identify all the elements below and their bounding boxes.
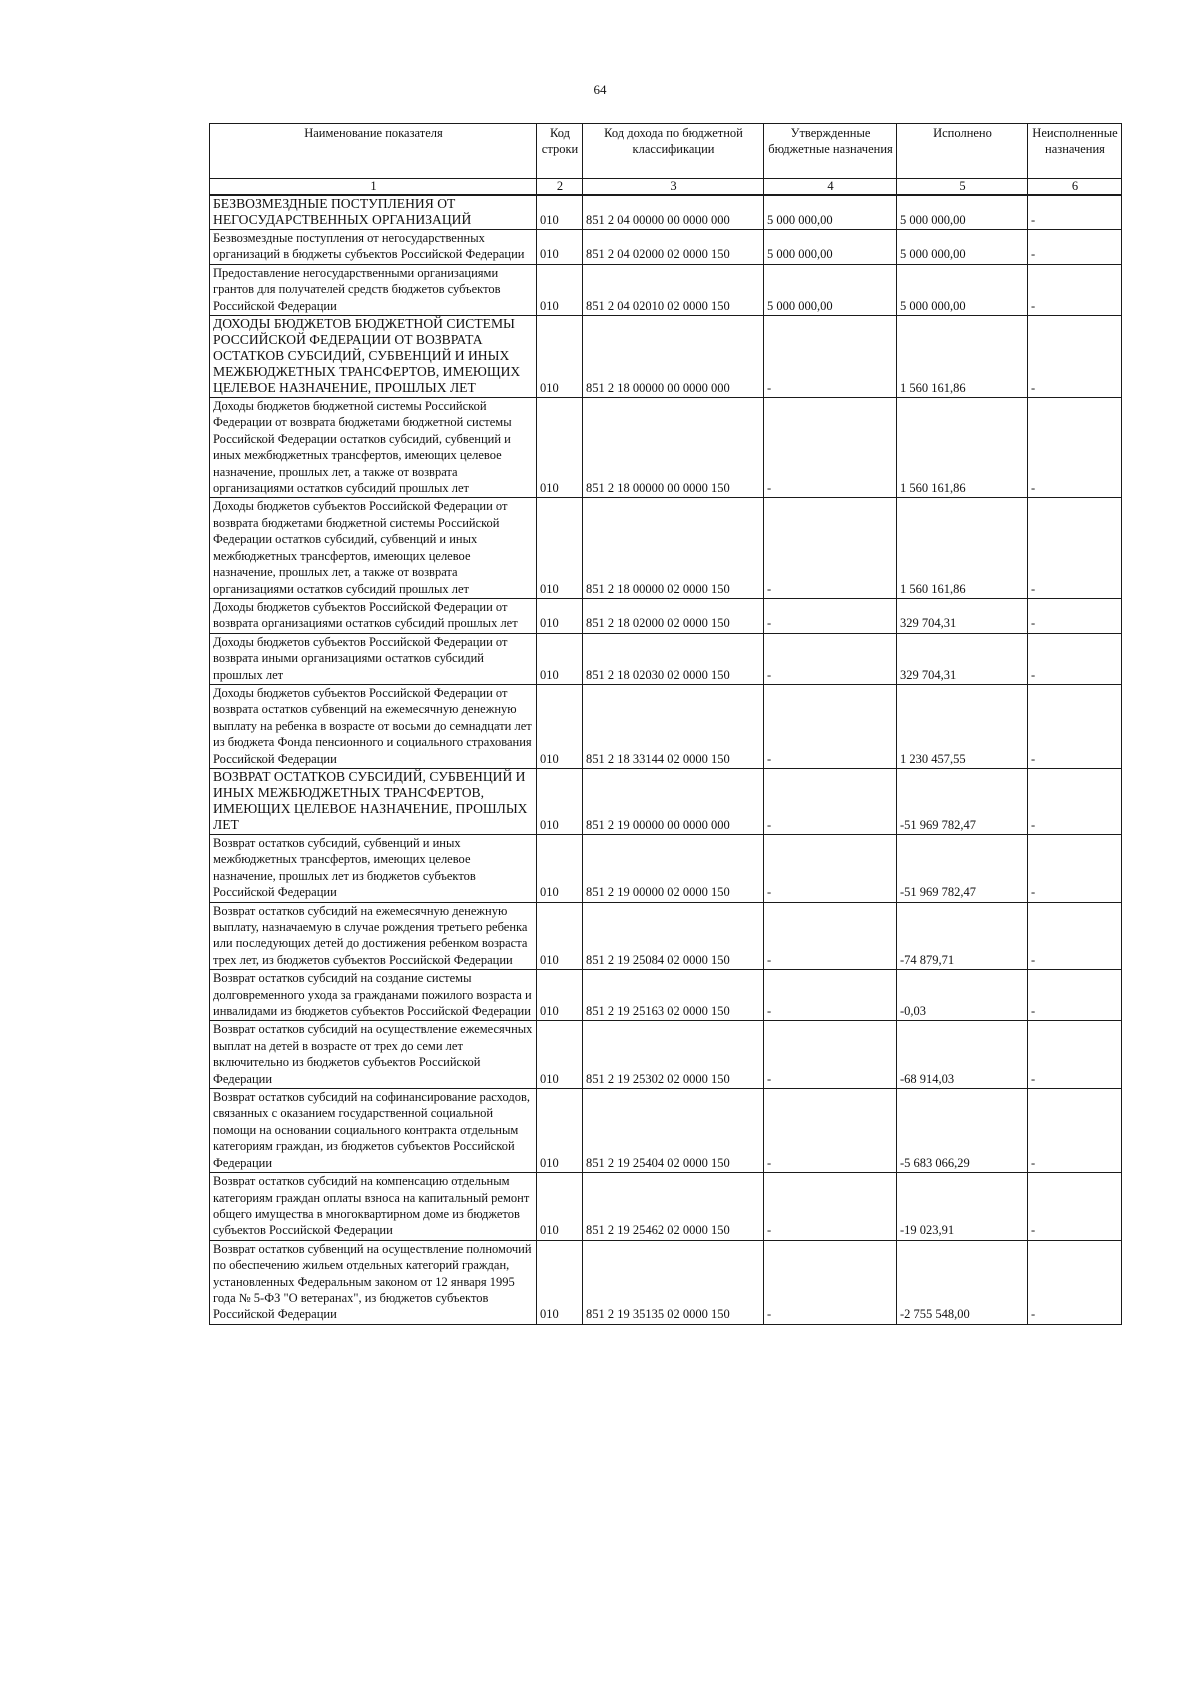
row-name: Возврат остатков субсидий на ежемесячную денежную выплату, назначаемую в случае рождения третьего ребенка или последующих детей до достижения ребенком возраста трех лет, из бюджетов субъектов Российской Федерации [210,902,537,970]
row-approved: - [764,498,897,598]
row-code: 010 [537,398,583,498]
row-classification: 851 2 04 02000 02 0000 150 [583,230,764,265]
row-classification: 851 2 18 00000 02 0000 150 [583,498,764,598]
row-name: Доходы бюджетов субъектов Российской Федерации от возврата остатков субвенций на ежемесячную денежную выплату на ребенка в возрасте от восьми до семнадцати лет из бюджета Фонда пенсионного и социального страхования Российской Федерации [210,684,537,768]
row-name: Доходы бюджетов субъектов Российской Федерации от возврата бюджетами бюджетной системы Российской Федерации остатков субсидий, субвенций и иных межбюджетных трансфертов, имеющих целевое назначение, прошлых лет, а также от возврата организациями остатков субсидий прошлых лет [210,498,537,598]
row-approved: 5 000 000,00 [764,230,897,265]
row-approved: - [764,1240,897,1324]
row-unexecuted: - [1028,316,1122,398]
row-approved: - [764,633,897,684]
row-classification: 851 2 18 00000 00 0000 150 [583,398,764,498]
row-classification: 851 2 19 25163 02 0000 150 [583,970,764,1021]
row-classification: 851 2 18 00000 00 0000 000 [583,316,764,398]
row-executed: 1 560 161,86 [897,316,1028,398]
row-approved: - [764,834,897,902]
row-classification: 851 2 19 25404 02 0000 150 [583,1089,764,1173]
row-unexecuted: - [1028,1240,1122,1324]
table-row [210,902,1122,970]
table-row [210,633,1122,684]
row-code: 010 [537,498,583,598]
row-unexecuted: - [1028,1021,1122,1089]
table-row [210,498,1122,598]
row-name: ДОХОДЫ БЮДЖЕТОВ БЮДЖЕТНОЙ СИСТЕМЫ РОССИЙСКОЙ ФЕДЕРАЦИИ ОТ ВОЗВРАТА ОСТАТКОВ СУБСИДИЙ, СУБВЕНЦИЙ И ИНЫХ МЕЖБЮДЖЕТНЫХ ТРАНСФЕРТОВ, ИМЕЮЩИХ ЦЕЛЕВОЕ НАЗНАЧЕНИЕ, ПРОШЛЫХ ЛЕТ [210,316,537,398]
row-approved: - [764,970,897,1021]
row-executed: 5 000 000,00 [897,230,1028,265]
row-name: Предоставление негосударственными организациями грантов для получателей средств бюджетов субъектов Российской Федерации [210,264,537,315]
row-classification: 851 2 18 02000 02 0000 150 [583,598,764,633]
row-classification: 851 2 19 25462 02 0000 150 [583,1173,764,1241]
row-executed: -5 683 066,29 [897,1089,1028,1173]
row-code: 010 [537,230,583,265]
table-row [210,264,1122,315]
row-name: Доходы бюджетов субъектов Российской Федерации от возврата организациями остатков субсидий прошлых лет [210,598,537,633]
budget-report-table [209,123,1122,1325]
table-row [210,1240,1122,1324]
row-code: 010 [537,598,583,633]
row-unexecuted: - [1028,902,1122,970]
row-unexecuted: - [1028,1173,1122,1241]
row-executed: -68 914,03 [897,1021,1028,1089]
column-number: 5 [897,179,1028,196]
row-executed: -51 969 782,47 [897,834,1028,902]
row-executed: -19 023,91 [897,1173,1028,1241]
row-name: Возврат остатков субсидий на создание системы долговременного ухода за гражданами пожилого возраста и инвалидами из бюджетов субъектов Российской Федерации [210,970,537,1021]
row-unexecuted: - [1028,398,1122,498]
row-code: 010 [537,684,583,768]
row-unexecuted: - [1028,598,1122,633]
table-row [210,1089,1122,1173]
row-name: Доходы бюджетов бюджетной системы Российской Федерации от возврата бюджетами бюджетной системы Российской Федерации остатков субсидий, субвенций и иных межбюджетных трансфертов, имеющих целевое назначение, прошлых лет, а также от возврата организациями остатков субсидий прошлых лет [210,398,537,498]
row-unexecuted: - [1028,1089,1122,1173]
row-unexecuted: - [1028,264,1122,315]
header-classification: Код дохода по бюджетной классификации [583,124,764,179]
row-code: 010 [537,768,583,834]
row-unexecuted: - [1028,633,1122,684]
table-row [210,970,1122,1021]
header-code: Код строки [537,124,583,179]
row-code: 010 [537,316,583,398]
row-executed: 1 560 161,86 [897,398,1028,498]
row-code: 010 [537,1021,583,1089]
row-classification: 851 2 04 00000 00 0000 000 [583,195,764,230]
row-executed: -0,03 [897,970,1028,1021]
header-unexecuted: Неисполненные назначения [1028,124,1122,179]
row-approved: - [764,902,897,970]
row-executed: -51 969 782,47 [897,768,1028,834]
page-number: 64 [593,82,607,97]
row-approved: - [764,1021,897,1089]
row-unexecuted: - [1028,970,1122,1021]
row-unexecuted: - [1028,768,1122,834]
row-classification: 851 2 19 25084 02 0000 150 [583,902,764,970]
header-approved: Утвержденные бюджетные назначения [764,124,897,179]
column-number: 2 [537,179,583,196]
row-classification: 851 2 19 00000 02 0000 150 [583,834,764,902]
table-header-row [210,124,1122,179]
row-code: 010 [537,1089,583,1173]
row-unexecuted: - [1028,684,1122,768]
row-classification: 851 2 19 35135 02 0000 150 [583,1240,764,1324]
row-name: Возврат остатков субсидий на софинансирование расходов, связанных с оказанием государственной социальной помощи на основании социального контракта отдельным категориям граждан, из бюджетов субъектов Российской Федерации [210,1089,537,1173]
row-name: Безвозмездные поступления от негосударственных организаций в бюджеты субъектов Российской Федерации [210,230,537,265]
table-row [210,834,1122,902]
row-name: Возврат остатков субсидий на осуществление ежемесячных выплат на детей в возрасте от трех до семи лет включительно из бюджетов субъектов Российской Федерации [210,1021,537,1089]
table-row [210,398,1122,498]
row-classification: 851 2 19 25302 02 0000 150 [583,1021,764,1089]
table-row [210,1021,1122,1089]
row-code: 010 [537,633,583,684]
column-number: 3 [583,179,764,196]
row-code: 010 [537,1173,583,1241]
row-code: 010 [537,834,583,902]
row-executed: 1 230 457,55 [897,684,1028,768]
row-classification: 851 2 18 02030 02 0000 150 [583,633,764,684]
row-name: Возврат остатков субсидий на компенсацию отдельным категориям граждан оплаты взноса на капитальный ремонт общего имущества в многоквартирном доме из бюджетов субъектов Российской Федерации [210,1173,537,1241]
row-executed: 5 000 000,00 [897,195,1028,230]
table-row [210,195,1122,230]
table-row [210,316,1122,398]
row-executed: 329 704,31 [897,633,1028,684]
table-row [210,230,1122,265]
row-code: 010 [537,902,583,970]
row-name: Доходы бюджетов субъектов Российской Федерации от возврата иными организациями остатков субсидий прошлых лет [210,633,537,684]
row-approved: - [764,1089,897,1173]
row-classification: 851 2 18 33144 02 0000 150 [583,684,764,768]
row-approved: - [764,768,897,834]
table-row [210,598,1122,633]
row-approved: - [764,1173,897,1241]
row-approved: - [764,316,897,398]
row-name: Возврат остатков субсидий, субвенций и иных межбюджетных трансфертов, имеющих целевое назначение, прошлых лет из бюджетов субъектов Российской Федерации [210,834,537,902]
row-approved: - [764,598,897,633]
row-code: 010 [537,264,583,315]
row-unexecuted: - [1028,834,1122,902]
row-name: БЕЗВОЗМЕЗДНЫЕ ПОСТУПЛЕНИЯ ОТ НЕГОСУДАРСТВЕННЫХ ОРГАНИЗАЦИЙ [210,195,537,230]
column-number: 4 [764,179,897,196]
row-executed: -74 879,71 [897,902,1028,970]
column-number: 6 [1028,179,1122,196]
row-code: 010 [537,195,583,230]
row-classification: 851 2 04 02010 02 0000 150 [583,264,764,315]
column-number: 1 [210,179,537,196]
row-code: 010 [537,1240,583,1324]
row-executed: 5 000 000,00 [897,264,1028,315]
row-code: 010 [537,970,583,1021]
row-approved: 5 000 000,00 [764,195,897,230]
row-approved: 5 000 000,00 [764,264,897,315]
table-row [210,1173,1122,1241]
header-name: Наименование показателя [210,124,537,179]
row-unexecuted: - [1028,230,1122,265]
row-approved: - [764,684,897,768]
row-classification: 851 2 19 00000 00 0000 000 [583,768,764,834]
row-unexecuted: - [1028,195,1122,230]
row-name: ВОЗВРАТ ОСТАТКОВ СУБСИДИЙ, СУБВЕНЦИЙ И ИНЫХ МЕЖБЮДЖЕТНЫХ ТРАНСФЕРТОВ, ИМЕЮЩИХ ЦЕЛЕВОЕ НАЗНАЧЕНИЕ, ПРОШЛЫХ ЛЕТ [210,768,537,834]
column-numbers-row [210,179,1122,196]
row-executed: 329 704,31 [897,598,1028,633]
row-unexecuted: - [1028,498,1122,598]
row-executed: -2 755 548,00 [897,1240,1028,1324]
row-executed: 1 560 161,86 [897,498,1028,598]
table-row [210,768,1122,834]
row-name: Возврат остатков субвенций на осуществление полномочий по обеспечению жильем отдельных категорий граждан, установленных Федеральным законом от 12 января 1995 года № 5-ФЗ "О ветеранах", из бюджетов субъектов Российской Федерации [210,1240,537,1324]
table-body [210,195,1122,1324]
header-executed: Исполнено [897,124,1028,179]
table-row [210,684,1122,768]
row-approved: - [764,398,897,498]
